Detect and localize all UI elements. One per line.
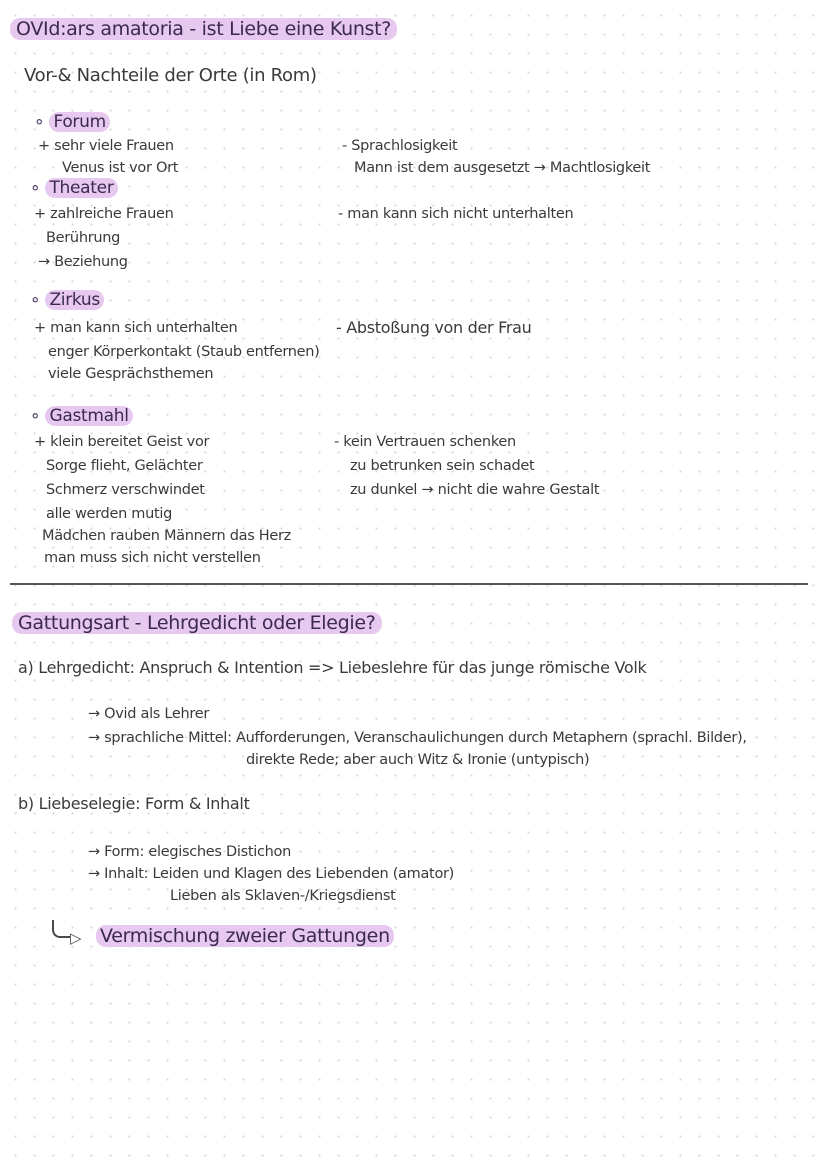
- liebeselegie-label: b) Liebeselegie: Form & Inhalt: [18, 794, 250, 813]
- section2-title: Gattungsart - Lehrgedicht oder Elegie?: [12, 612, 382, 634]
- gastmahl-pro-1: + klein bereitet Geist vor: [34, 434, 210, 450]
- forum-contra-2: Mann ist dem ausgesetzt → Machtlosigkeit: [354, 160, 651, 176]
- conclusion: Vermischung zweier Gattungen: [96, 926, 394, 946]
- bullet-icon: ∘: [30, 290, 41, 310]
- gastmahl-contra-1: - kein Vertrauen schenken: [334, 434, 516, 450]
- bullet-icon: ∘: [30, 178, 41, 198]
- forum-pro-1: + sehr viele Frauen: [38, 138, 174, 154]
- bullet-icon: ∘: [30, 406, 41, 426]
- gastmahl-contra-2: zu betrunken sein schadet: [350, 458, 535, 474]
- lehrgedicht-label: a) Lehrgedicht: Anspruch & Intention => Liebeslehre für das junge römische Volk: [18, 658, 647, 677]
- page-title: OVId:ars amatoria - ist Liebe eine Kunst?: [10, 18, 397, 40]
- subtitle: Vor-& Nachteile der Orte (in Rom): [24, 65, 317, 86]
- theater-pro-3: → Beziehung: [38, 254, 128, 270]
- theater-pro-2: Berührung: [46, 230, 121, 246]
- zirkus-pro-3: viele Gesprächsthemen: [48, 366, 214, 382]
- forum-contra-1: - Sprachlosigkeit: [342, 138, 458, 154]
- bullet-icon: ∘: [34, 112, 45, 132]
- forum-pro-2: Venus ist vor Ort: [62, 160, 179, 176]
- liebeselegie-item-1: → Form: elegisches Distichon: [88, 844, 291, 860]
- zirkus-contra-1: - Abstoßung von der Frau: [336, 318, 532, 337]
- lehrgedicht-item-3: direkte Rede; aber auch Witz & Ironie (untypisch): [246, 752, 590, 768]
- forum-heading: ∘ Forum: [34, 112, 110, 132]
- zirkus-pro-2: enger Körperkontakt (Staub entfernen): [48, 344, 320, 360]
- zirkus-pro-1: + man kann sich unterhalten: [34, 320, 238, 336]
- liebeselegie-item-3: Lieben als Sklaven-/Kriegsdienst: [170, 888, 396, 904]
- gastmahl-pro-2: Sorge flieht, Gelächter: [46, 458, 203, 474]
- return-arrow-icon: [52, 920, 70, 938]
- gastmahl-pro-3: Schmerz verschwindet: [46, 482, 205, 498]
- section-divider: [10, 583, 808, 585]
- theater-pro-1: + zahlreiche Frauen: [34, 206, 174, 222]
- zirkus-heading: ∘ Zirkus: [30, 290, 104, 310]
- gastmahl-pro-4: alle werden mutig: [46, 506, 173, 522]
- gastmahl-heading: ∘ Gastmahl: [30, 406, 133, 426]
- theater-heading: ∘ Theater: [30, 178, 118, 198]
- gastmahl-pro-5: Mädchen rauben Männern das Herz: [42, 528, 291, 544]
- arrow-head-icon: ▷: [70, 929, 82, 947]
- gastmahl-contra-3: zu dunkel → nicht die wahre Gestalt: [350, 482, 600, 498]
- lehrgedicht-item-1: → Ovid als Lehrer: [88, 706, 210, 722]
- lehrgedicht-item-2: → sprachliche Mittel: Aufforderungen, Veranschaulichungen durch Metaphern (sprachl. Bilder),: [88, 730, 747, 746]
- liebeselegie-item-2: → Inhalt: Leiden und Klagen des Liebenden (amator): [88, 866, 455, 882]
- gastmahl-pro-6: man muss sich nicht verstellen: [44, 550, 261, 566]
- theater-contra-1: - man kann sich nicht unterhalten: [338, 206, 574, 222]
